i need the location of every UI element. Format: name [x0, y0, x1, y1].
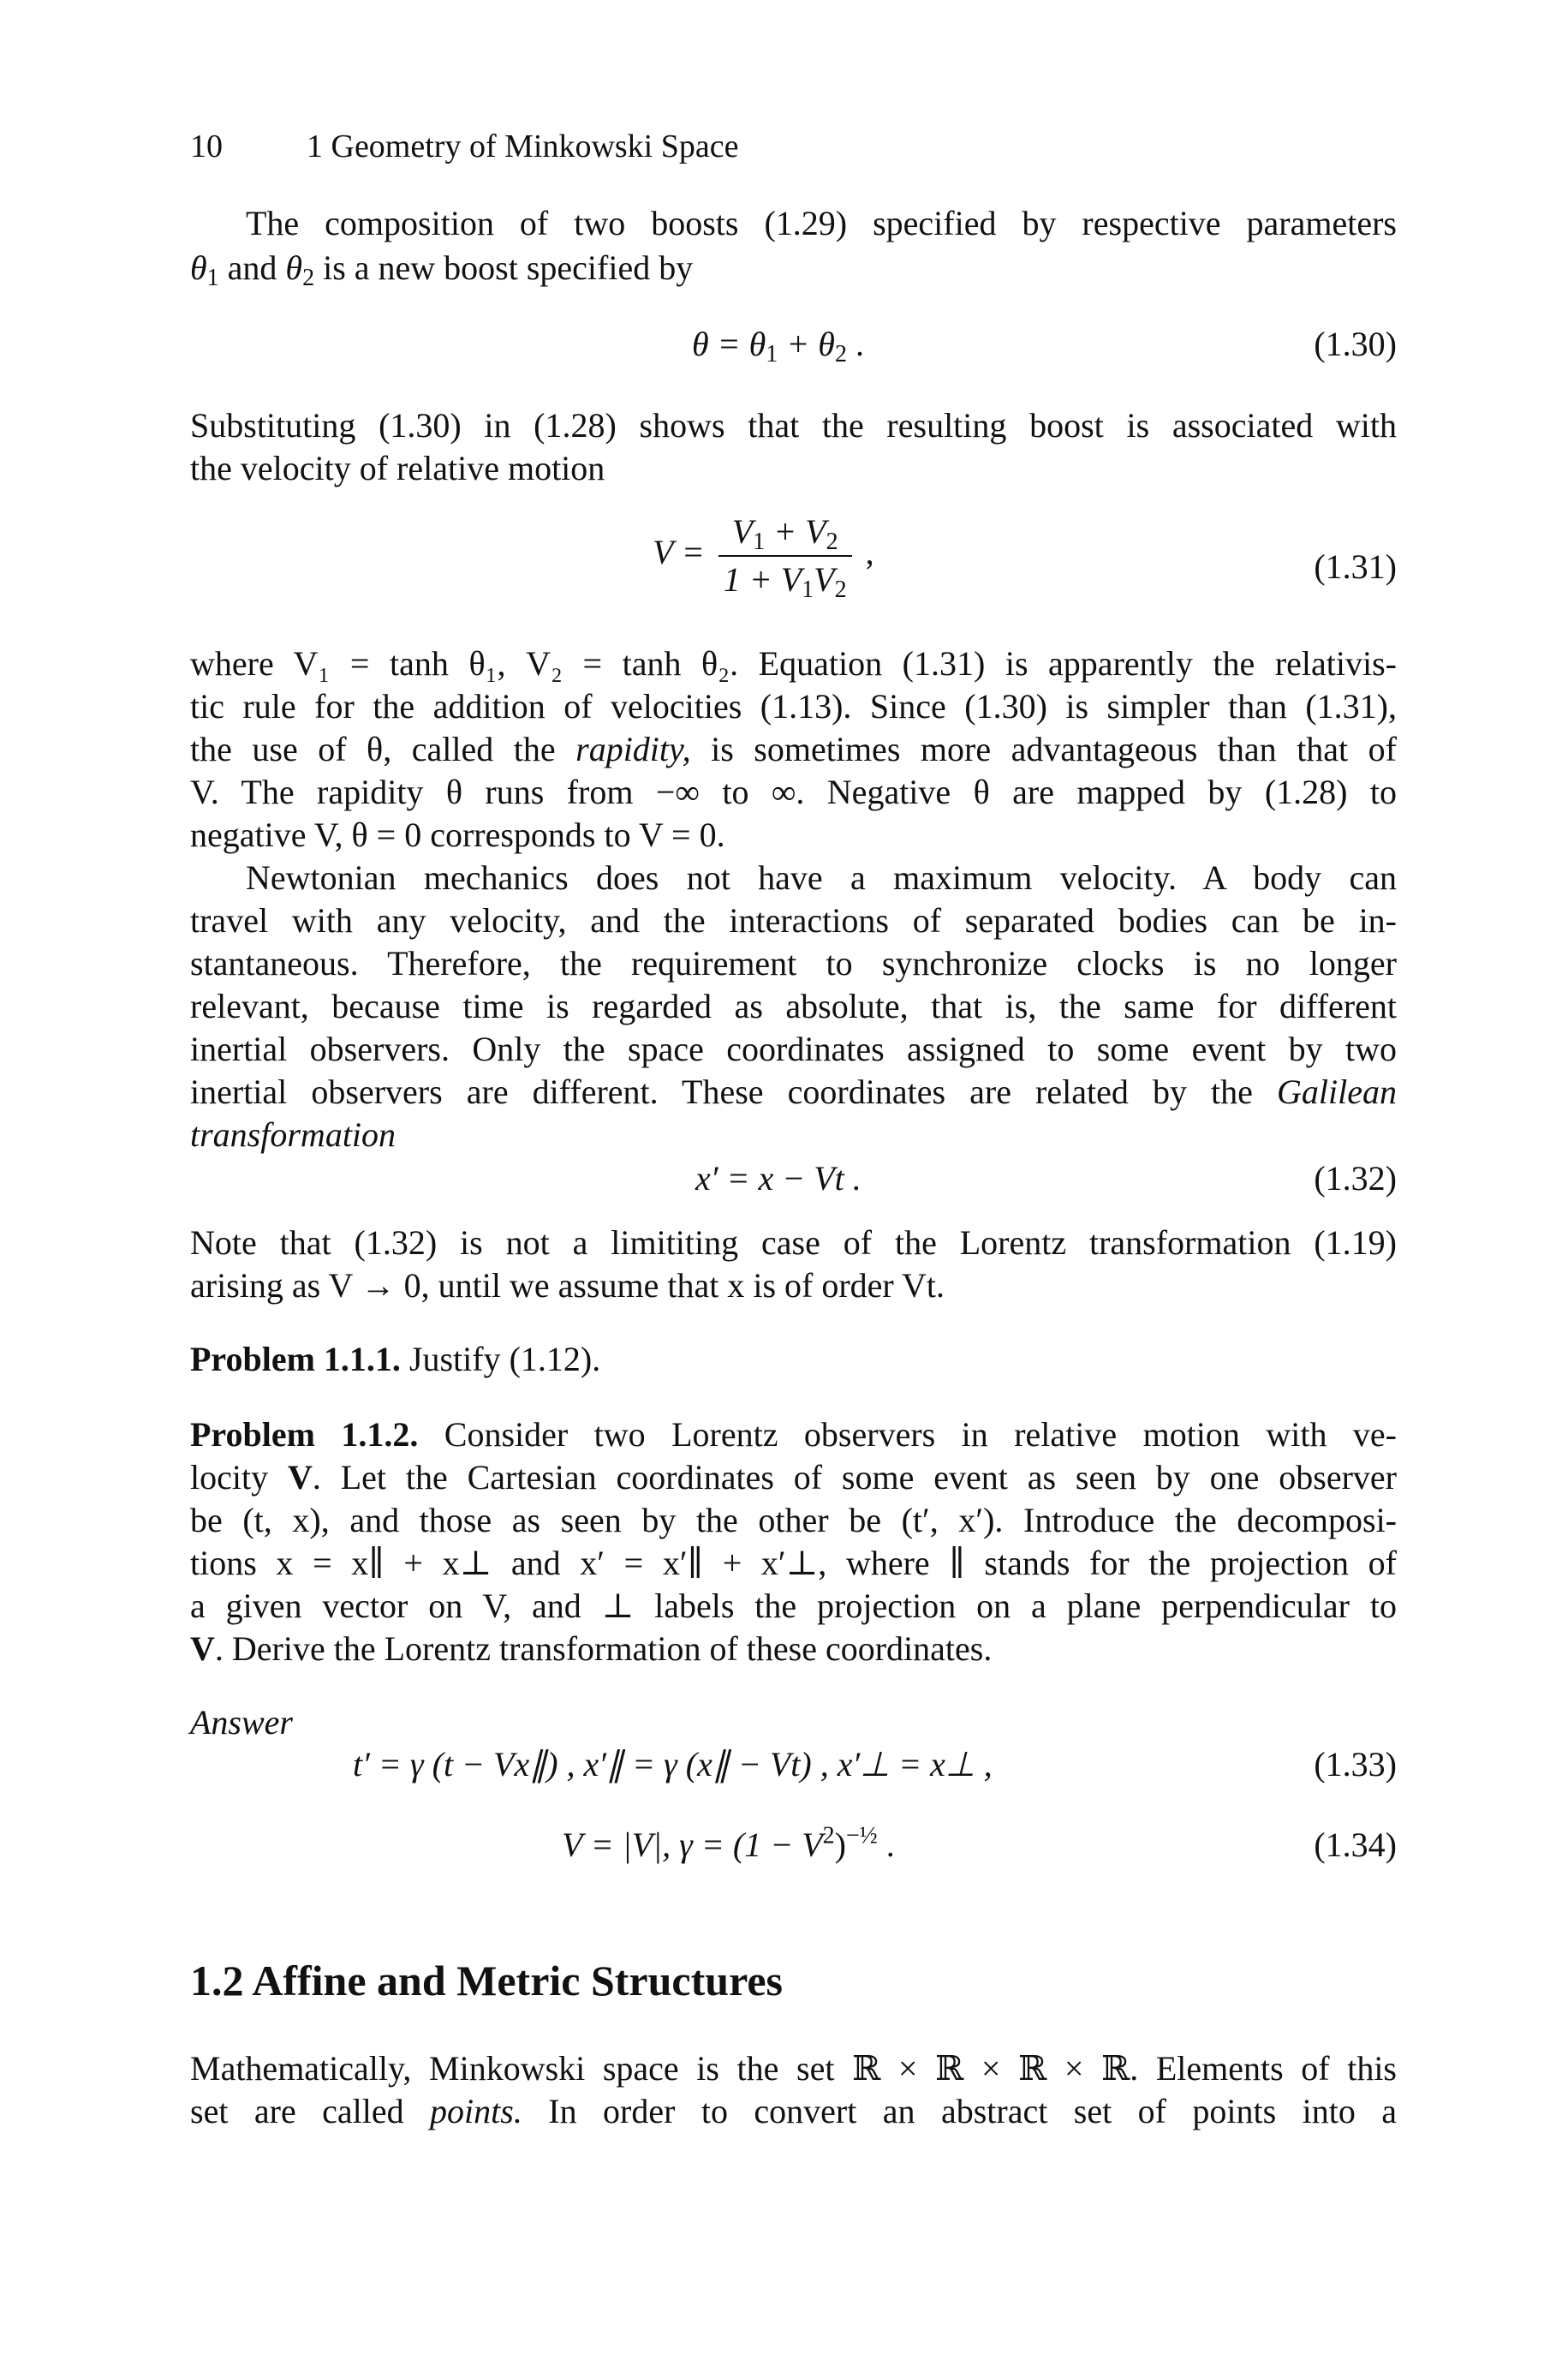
eq131-nb: + V — [765, 512, 826, 551]
p1-sub2: 2 — [302, 265, 315, 291]
eq134-end: . — [877, 1825, 895, 1864]
eq134-exp: −½ — [845, 1822, 878, 1849]
equation-number-1-33: (1.33) — [1314, 1745, 1397, 1784]
p1-and: and — [218, 248, 286, 287]
equation-1-32 — [695, 1158, 862, 1199]
p3-line4: V. The rapidity θ runs from −∞ to ∞. Negative θ are mapped by (1.28) to — [190, 773, 1397, 811]
equation-number-1-31: (1.31) — [1314, 547, 1397, 586]
p4-line3: stantaneous. Therefore, the requirement to synchronize clocks is no longer — [190, 944, 1397, 983]
p1-line2 — [190, 247, 1397, 290]
p3-line1: where V₁ = tanh θ₁, V₂ = tanh θ₂. Equation (1.31) is apparently the relativis- — [190, 644, 1397, 683]
p2-line2: the velocity of relative motion — [190, 449, 605, 487]
p4-line5: inertial observers. Only the space coordinates assigned to some event by two — [190, 1030, 1397, 1068]
p4-line6 — [190, 1071, 1397, 1114]
problem-1-1-2-line6 — [190, 1628, 1397, 1670]
p4-line7 — [190, 1114, 1397, 1156]
problem-1-1-1-label: Problem 1.1.1. — [190, 1340, 401, 1378]
p4-line4: relevant, because time is regarded as absolute, that is, the same for different — [190, 987, 1397, 1025]
prob2-l2a: locity — [190, 1458, 288, 1497]
prob2-l2c: . Let the Cartesian coordinates of some event as seen by one observer — [312, 1458, 1397, 1497]
p4-transformation: transformation — [190, 1115, 396, 1154]
p1-theta1: θ — [190, 248, 207, 287]
equation-number-1-34: (1.34) — [1314, 1825, 1397, 1864]
p4-line2: travel with any velocity, and the interactions of separated bodies can be in- — [190, 901, 1397, 940]
p1-tail: is a new boost specified by — [314, 248, 694, 287]
prob2-l1: Consider two Lorentz observers in relative motion with ve- — [418, 1415, 1397, 1454]
chapter-title: 1 Geometry of Minkowski Space — [307, 128, 739, 164]
section-heading: 1.2 Affine and Metric Structures — [190, 1957, 784, 2005]
p4-l6a: inertial observers are different. These coordinates are related by the — [190, 1072, 1278, 1111]
equation-number-1-30: (1.30) — [1314, 325, 1397, 363]
p3-l3a: the use of θ, called the — [190, 730, 576, 768]
eq131-denominator — [718, 557, 852, 603]
problem-1-1-2-label: Problem 1.1.2. — [190, 1415, 419, 1454]
equation-1-30 — [692, 324, 864, 365]
eq130-end: . — [846, 325, 864, 363]
p3-line3 — [190, 728, 1397, 771]
eq134-a: V = |V|, γ = (1 − V — [562, 1825, 823, 1864]
eq131-ds1: 1 — [802, 577, 814, 603]
p6-points: points. — [430, 2092, 522, 2130]
prob2-l6b: V — [190, 1629, 215, 1668]
p1-theta2: θ — [285, 248, 303, 287]
p5-line1: Note that (1.32) is not a limititing case of the Lorentz transformation (1.19) — [190, 1223, 1397, 1262]
eq131-na: V — [731, 512, 754, 551]
problem-1-1-1 — [190, 1338, 1397, 1381]
p4-galilean: Galilean — [1277, 1072, 1397, 1111]
problem-1-1-2-line1 — [190, 1413, 1397, 1456]
p3-line5: negative V, θ = 0 corresponds to V = 0. — [190, 816, 725, 854]
page-number: 10 — [190, 128, 223, 164]
eq134-b: ) — [834, 1825, 846, 1864]
eq131-ns2: 2 — [826, 529, 838, 555]
eq130-lhs: θ = θ — [692, 325, 766, 363]
equation-1-33 — [353, 1744, 993, 1785]
eq130-s2: 2 — [834, 341, 847, 367]
eq133-expr: t′ = γ (t − Vx∥) , x′∥ = γ (x∥ − Vt) , x′⊥ = x⊥ , — [353, 1745, 993, 1784]
eq131-da: 1 + V — [723, 560, 802, 599]
p6-line1: Mathematically, Minkowski space is the set ℝ × ℝ × ℝ × ℝ. Elements of this — [190, 2049, 1397, 2088]
p6-line2 — [190, 2090, 1397, 2133]
eq130-mid: + θ — [778, 325, 835, 363]
problem-1-1-1-text: Justify (1.12). — [400, 1340, 601, 1378]
prob2-l2b: V — [287, 1458, 313, 1497]
p3-rapidity: rapidity, — [575, 730, 691, 768]
eq131-numerator — [718, 512, 852, 557]
p3-l3c: is sometimes more advantageous than that of — [690, 730, 1398, 768]
problem-1-1-2-line2 — [190, 1456, 1397, 1499]
p1-sub1: 1 — [206, 265, 219, 291]
equation-1-31 — [653, 512, 874, 603]
problem-1-1-2-line4: tions x = x∥ + x⊥ and x′ = x′∥ + x′⊥, where ∥ stands for the projection of — [190, 1544, 1397, 1582]
p2-line1: Substituting (1.30) in (1.28) shows that the resulting boost is associated with — [190, 406, 1397, 445]
eq131-db: V — [814, 560, 835, 599]
eq131-ns1: 1 — [753, 529, 766, 555]
eq131-fraction — [718, 512, 852, 603]
problem-1-1-2-line3: be (t, x), and those as seen by the other be (t′, x′). Introduce the decomposi- — [190, 1501, 1397, 1539]
eq132-expr: x′ = x − Vt . — [695, 1159, 862, 1198]
equation-number-1-32: (1.32) — [1314, 1159, 1397, 1198]
prob2-l6c: . Derive the Lorentz transformation of these coordinates. — [214, 1629, 993, 1668]
p5-line2: arising as V → 0, until we assume that x is of order Vt. — [190, 1266, 945, 1305]
p4-line1: Newtonian mechanics does not have a maximum velocity. A body can — [246, 858, 1397, 897]
eq131-ds2: 2 — [834, 577, 847, 603]
eq134-sq: 2 — [822, 1822, 835, 1849]
answer-label-text: Answer — [190, 1703, 293, 1742]
p6-l2a: set are called — [190, 2092, 431, 2130]
eq130-s1: 1 — [766, 341, 778, 367]
p1-line1: The composition of two boosts (1.29) specified by respective parameters — [246, 204, 1397, 242]
equation-1-34 — [562, 1822, 895, 1866]
eq131-end: , — [856, 533, 874, 572]
eq131-lhs: V = — [653, 533, 705, 572]
problem-1-1-2-line5: a given vector on V, and ⊥ labels the projection on a plane perpendicular to — [190, 1586, 1397, 1625]
answer-label — [190, 1701, 293, 1744]
p3-line2: tic rule for the addition of velocities (1.13). Since (1.30) is simpler than (1.31), — [190, 687, 1397, 726]
p6-l2c: In order to convert an abstract set of points into a — [522, 2092, 1397, 2130]
